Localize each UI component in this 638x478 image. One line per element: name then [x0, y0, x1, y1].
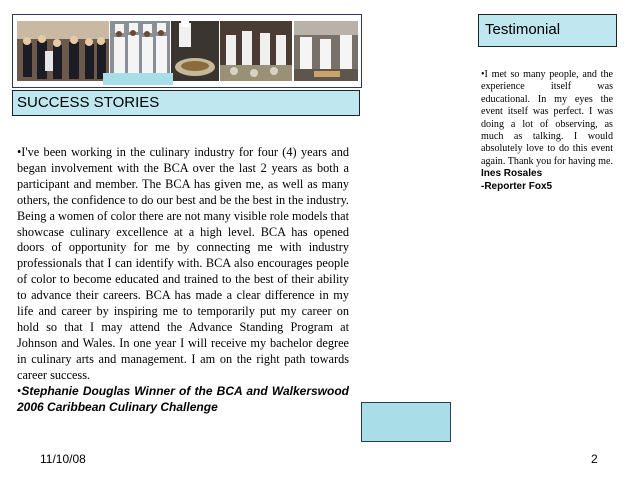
kitchen-photo — [220, 21, 292, 81]
photo-strip — [12, 14, 362, 88]
story-author: Stephanie Douglas Winner of the BCA and Walkerswood 2006 Caribbean Culinary Challenge — [17, 383, 349, 414]
decorative-box — [361, 402, 451, 442]
competition-photo — [294, 21, 358, 81]
group-photo — [17, 21, 109, 81]
story-text: •I've been working in the culinary industry for four (4) years and began involvement with the BCA over the last 2 years as both a participant and member. The BCA has given me, as well as many others, the confidence to do our best and be the best in the industry. Being a women of color there are not many visible role models that showcase culinary excellence at a high level. BCA has opened doors of opportunity for me by connecting me with industry professionals that I can identify with. BCA also encourages people of color to become educated and trained to the best of their ability to advance their careers. BCA has made a clear difference in my life and career by inspiring me to temporarily put my career on hold so that I may attend the Advance Standing Program at Johnson and Wales. In one year I will receive my bachelor degree in culinary arts and management. I am on the right path towards career success. — [17, 145, 349, 382]
author-bullet: • — [17, 383, 22, 398]
success-stories-title: SUCCESS STORIES — [12, 90, 360, 116]
testimonial-quote — [481, 69, 613, 193]
testimonial-name: Ines Rosales — [481, 168, 543, 180]
testimonial-role: -Reporter Fox5 — [481, 180, 553, 192]
success-story — [17, 145, 349, 415]
testimonial-title: Testimonial — [478, 14, 617, 47]
chefs-photo — [110, 21, 170, 81]
footer-date: 11/10/08 — [40, 452, 86, 466]
page-number: 2 — [591, 452, 598, 466]
food-photo — [171, 21, 219, 81]
decorative-bar — [103, 73, 173, 85]
testimonial-text: •I met so many people, and the experience itself was educational. In my eyes the event itself was perfect. I was doing a lot of observing, as much as talking. I would absolutely love to do this event again. Thank you for having me. — [481, 69, 613, 167]
